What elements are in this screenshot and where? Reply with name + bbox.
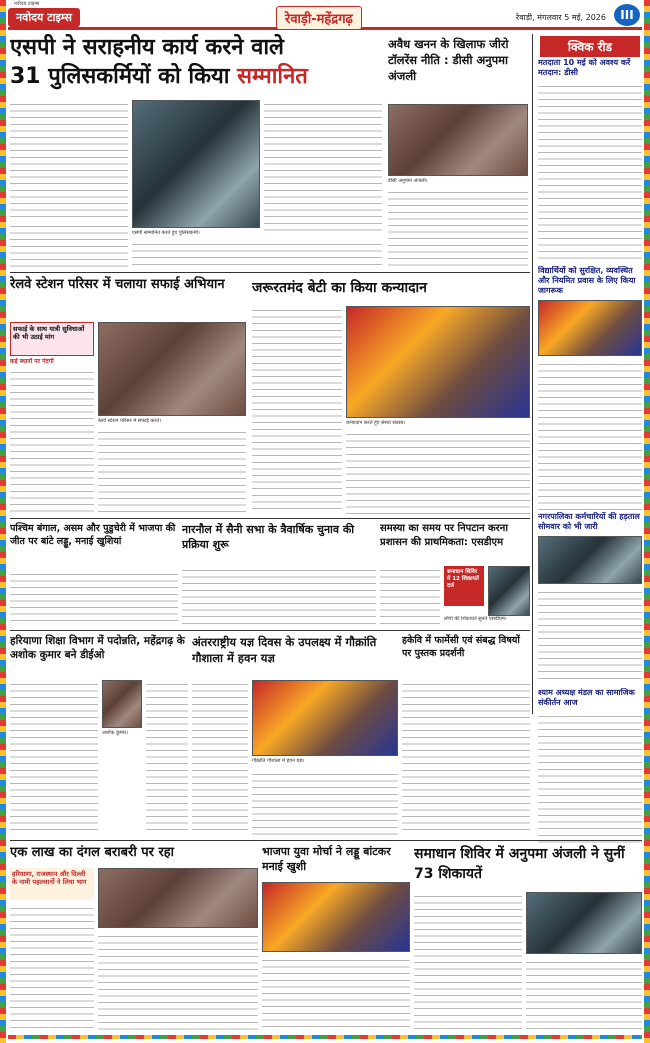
lead-headline-highlight: सम्मानित	[237, 64, 308, 89]
yoga-headline-box	[192, 634, 398, 678]
bjp-headline: भाजपा युवा मोर्चा ने लड्डू बांटकर मनाई खुशी	[262, 845, 391, 873]
railway-headline: रेलवे स्टेशन परिसर में चलाया सफाई अभियान	[10, 277, 225, 292]
bjp-body-text	[262, 956, 410, 1030]
camp-body-text-2	[526, 958, 642, 1030]
yoga-body-text-2	[252, 770, 398, 836]
rule-1	[10, 272, 530, 273]
camp-body-text	[414, 892, 522, 1030]
quickread-sub4: श्याम अध्यक्ष मंडल का सामाजिक संकीर्तन आज	[538, 688, 635, 707]
dangal-body-text	[10, 904, 94, 1030]
mining-body-text	[388, 188, 528, 268]
bengal-body-text	[10, 570, 178, 626]
railway-inset-text: सफाई के साथ यात्री सुविधाओं की भी उठाई मांग	[13, 325, 85, 341]
quickread-text-1	[538, 82, 642, 262]
quickread-sub2: विद्यार्थियों को सुरक्षित, व्यवस्थित और नियमित प्रवास के लिए किया जागरूक	[538, 266, 636, 295]
dangal-photo	[98, 868, 258, 928]
quickread-text-3	[538, 588, 642, 684]
camp-photo	[526, 892, 642, 954]
rule-2	[10, 518, 530, 519]
samadhan-caption: लोगों की शिकायतें सुनते एसडीएम।	[444, 616, 507, 622]
bjp-headline-box	[262, 844, 410, 880]
camp-headline-box	[414, 844, 642, 888]
yoga-photo	[252, 680, 398, 756]
brand-logo: नवोदय टाइम्स	[8, 8, 80, 27]
dangal-headline-box	[10, 844, 258, 866]
kanyadan-headline-box	[252, 278, 530, 304]
samadhan-body-text	[380, 566, 440, 626]
page-number-badge: III	[614, 4, 640, 26]
left-color-stripe	[0, 0, 6, 1043]
edition-small-label: नवोदय टाइम्स	[14, 1, 40, 7]
samadhan-headline: समस्या का समय पर निपटान करना प्रशासन की प्राथमिकता: एसडीएम	[380, 523, 508, 548]
masthead	[8, 2, 642, 30]
lead-caption: एसपी सम्मानित करते हुए पुलिसकर्मी।	[132, 230, 200, 236]
rule-4	[10, 840, 642, 841]
narnaul-headline: नारनौल में सैनी सभा के त्रैवार्षिक चुनाव की प्रक्रिया शुरू	[182, 523, 355, 551]
lead-headline-line1: एसपी ने सराहनीय कार्य करने वाले	[10, 35, 284, 60]
kanyadan-body-text	[252, 306, 342, 514]
lead-headline-line2: 31 पुलिसकर्मियों को किया	[10, 64, 238, 89]
kanyadan-headline: जरूरतमंद बेटी का किया कन्यादान	[252, 280, 427, 296]
quickread-photo-2	[538, 536, 642, 584]
kanyadan-caption: कन्यादान करते हुए संस्था सदस्य।	[346, 420, 406, 426]
dangal-inset-text: हरियाणा, राजस्थान और दिल्ली के नामी पहलवानों ने लिया भाग	[12, 870, 87, 886]
railway-inset	[10, 322, 94, 356]
quickread-text-2	[538, 360, 642, 510]
mining-photo	[388, 104, 528, 176]
right-color-stripe	[644, 0, 650, 1043]
pharmacy-headline: हकेवि में फार्मेसी एवं संबद्ध विषयों पर पुस्तक प्रदर्शनी	[402, 635, 520, 659]
quickread-title: क्विक रीड	[540, 36, 640, 57]
lead-headline	[10, 34, 382, 98]
quickread-photo	[538, 300, 642, 356]
mining-caption: डीसी अनुपमा अंजली।	[388, 178, 428, 184]
haryana-body-text-2	[146, 680, 188, 836]
lead-photo	[132, 100, 260, 228]
bjp-photo	[262, 882, 410, 952]
haryana-headline-box	[10, 634, 188, 678]
pharmacy-headline-box	[402, 634, 530, 676]
lead-body-text-3	[132, 240, 382, 268]
bengal-headline-box	[10, 522, 178, 568]
samadhan-photo	[488, 566, 530, 616]
section-title: रेवाड़ी-महेंद्रगढ़	[276, 6, 362, 30]
lead-body-text	[10, 100, 128, 218]
haryana-headline: हरियाणा शिक्षा विभाग में पदोन्नति, महेंद्रगढ़ के अशोक कुमार बने डीईओ	[10, 635, 185, 661]
rule-3	[10, 630, 530, 631]
samadhan-label-box	[444, 566, 484, 606]
quickread-text-4	[538, 712, 642, 848]
lead-body-text-4	[10, 222, 128, 268]
haryana-caption: अशोक कुमार।	[102, 730, 129, 736]
bengal-headline: पश्चिम बंगाल, असम और पुडुचेरी में भाजपा की जीत पर बांटे लड्डू, मनाई खुशियां	[10, 523, 176, 547]
yoga-body-text	[192, 680, 248, 836]
railway-body-text-2	[98, 428, 246, 514]
kanyadan-photo	[346, 306, 530, 418]
haryana-photo	[102, 680, 142, 728]
mining-headline-box	[388, 36, 528, 98]
kanyadan-body-text-2	[346, 430, 530, 514]
bottom-color-bar	[8, 1035, 642, 1039]
railway-side-head: कई स्थानों पर गंदगी	[10, 358, 54, 365]
narnaul-headline-box	[182, 522, 376, 562]
yoga-caption: गौक्रांति गौशाला में हवन यज्ञ।	[252, 758, 305, 764]
quickread-sub1: मतदाता 10 मई को अवश्य करें मतदान: डीसी	[538, 58, 631, 77]
sidebar-divider	[532, 34, 533, 714]
lead-body-text-2	[264, 100, 382, 234]
narnaul-body-text	[182, 566, 376, 626]
railway-caption: रेलवे स्टेशन परिसर में सफाई करते।	[98, 418, 162, 424]
dangal-headline: एक लाख का दंगल बराबरी पर रहा	[10, 845, 175, 860]
samadhan-headline-box	[380, 522, 530, 562]
railway-body-text	[10, 368, 94, 514]
railway-headline-box	[10, 276, 246, 320]
dateline: रेवाड़ी, मंगलवार 5 मई, 2026	[515, 13, 606, 22]
mining-headline: अवैध खनन के खिलाफ जीरो टॉलरेंस नीति : डीसी अनुपमा अंजली	[388, 37, 509, 83]
pharmacy-body-text	[402, 680, 530, 836]
yoga-headline: अंतरराष्ट्रीय यज्ञ दिवस के उपलक्ष्य में गौक्रांति गौशाला में हवन यज्ञ	[192, 635, 377, 665]
camp-headline: समाधान शिविर में अनुपमा अंजली ने सुनीं 73 शिकायतें	[414, 846, 625, 882]
haryana-body-text	[10, 680, 98, 836]
railway-photo	[98, 322, 246, 416]
dangal-body-text-2	[98, 932, 258, 1030]
dangal-inset	[10, 868, 94, 900]
quickread-sub3: नगरपालिका कर्मचारियों की हड़ताल सोमवार को भी जारी	[538, 512, 640, 531]
samadhan-label: समाधान शिविर में 12 शिकायतें दर्ज	[447, 569, 479, 589]
